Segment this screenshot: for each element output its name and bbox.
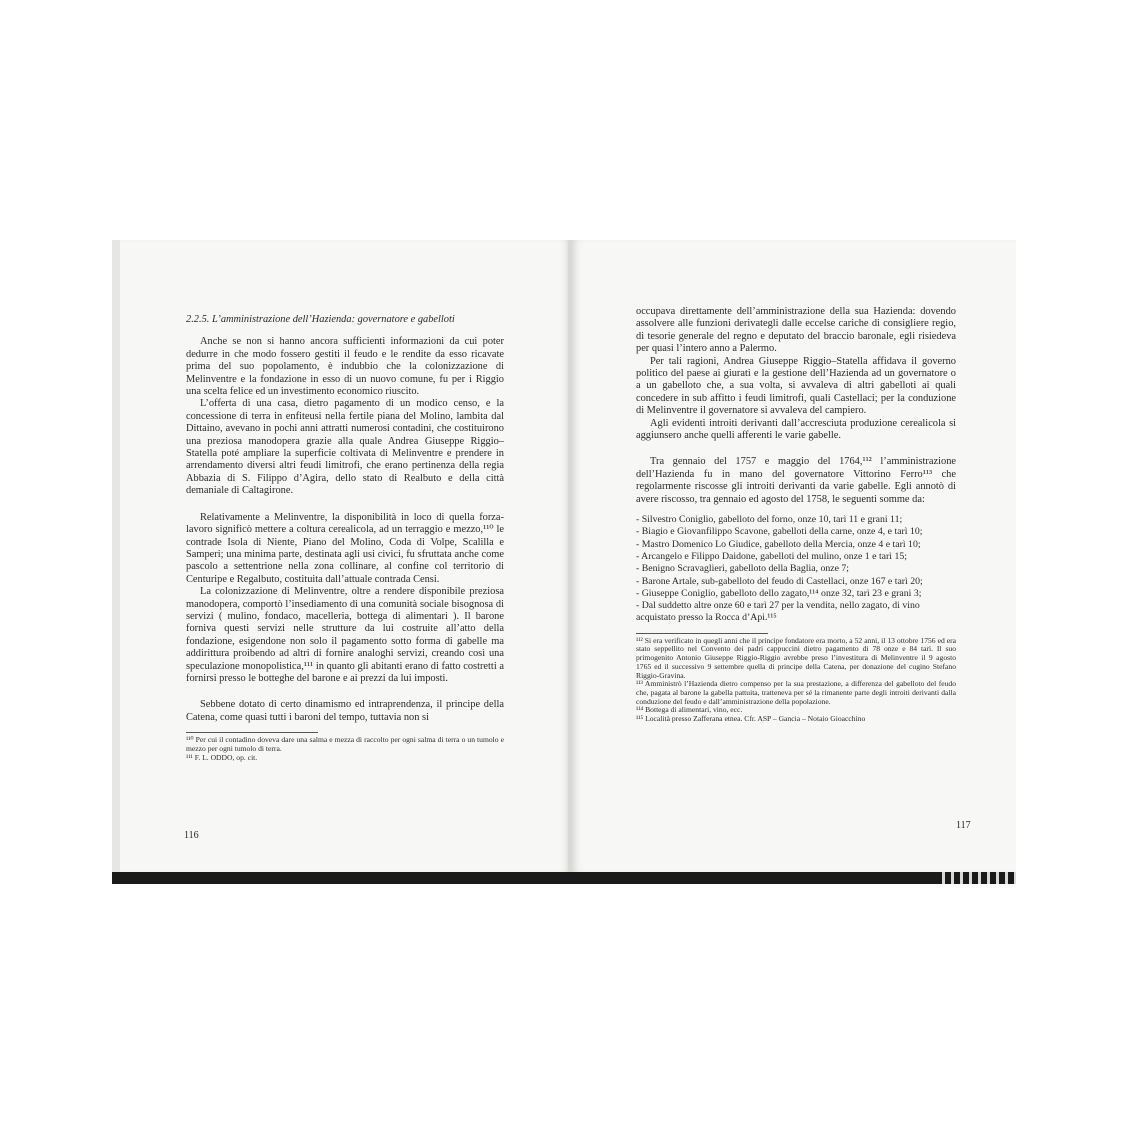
- paragraph: Sebbene dotato di certo dinamismo ed intraprendenza, il principe della Catena, come quasi tutti i baroni del tempo, tuttavia non si: [186, 699, 504, 723]
- page-edges-stripe: [936, 872, 1016, 884]
- paragraph: Tra gennaio del 1757 e maggio del 1764,¹¹² l’amministrazione dell’Hazienda fu in mano del governatore Vittorino Ferro¹¹³ che regolarmente riscosse gli introiti derivanti da varie gabelle. Egli annotò di avere riscosso, tra gennaio ed agosto del 1758, le seguenti somme da:: [636, 456, 956, 505]
- right-page-text: [636, 306, 956, 724]
- list-item: - Barone Artale, sub-gabelloto del feudo di Castellaci, onze 167 e tarì 20;: [636, 575, 923, 587]
- paragraph: Agli evidenti introiti derivanti dall’accresciuta produzione cerealicola si aggiunsero anche quelli afferenti le varie gabelle.: [636, 417, 956, 442]
- footnote: ¹¹⁴ Bottega di alimentari, vino, ecc.: [636, 705, 743, 715]
- paragraph: Relativamente a Melinventre, la disponibilità in loco di quella forza-lavoro significò mettere a coltura cerealicola, ad un terraggio e mezzo,¹¹⁰ le contrade Isola di Niente, Piano del Molino, Coda di Volpe, Scalilla e Samperi; una minima parte, destinata agli usi civici, fu sfruttata anche come pascolo a settentrione nella zona collinare, al confine col territorio di Centuripe e Regalbuto, costituita dall’attuale contrada Censi.: [186, 511, 504, 585]
- right-page: [572, 240, 1016, 872]
- book-spread: [112, 240, 1016, 884]
- footnote: ¹¹¹ F. L. ODDO, op. cit.: [186, 752, 258, 762]
- scan-bottom-edge: [112, 872, 1016, 884]
- paragraph: Per tali ragioni, Andrea Giuseppe Riggio–Statella affidava il governo politico del paese ai giurati e la gestione dell’Hazienda ad un governatore o a un gabelloto che, a sua volta, si avvaleva di altri gabelloti ai quali concedere in sub affitto i feudi limitrofi, quali Castellaci; per la conduzione di Melinventre il governatore si avvaleva del campiero.: [636, 355, 956, 417]
- footnote: ¹¹⁰ Per cui il contadino doveva dare una salma e mezza di raccolto per ogni salma di terra o un tumolo e mezzo per ogni tumolo di terra.: [186, 735, 504, 753]
- paragraph: La colonizzazione di Melinventre, oltre a rendere disponibile preziosa manodopera, comportò l’insediamento di una comunità sociale bisognosa di servizi ( mulino, fondaco, macelleria, bottega di alimentari ). Il barone forniva questi servizi nelle strutture da lui costruite all’atto della fondazione, esigendone non solo il pagamento sotto forma di gabelle ma addirittura proibendo ad altri di fornire analoghi servizi, creando così una speculazione monopolistica,¹¹¹ in quanto gli abitanti erano di fatto costretti a fornirsi presso le botteghe del barone e ai prezzi da lui imposti.: [186, 586, 504, 684]
- list-item: - Mastro Domenico Lo Giudice, gabelloto della Mercia, onze 4 e tarì 10;: [636, 538, 921, 550]
- footnote-separator: [186, 732, 318, 733]
- page-edge: [112, 240, 120, 872]
- left-page: [112, 240, 570, 872]
- list-item: - Benigno Scravaglieri, gabelloto della Baglia, onze 7;: [636, 563, 850, 575]
- footnote: ¹¹³ Amministrò l’Hazienda dietro compenso per la sua prestazione, a differenza del gabelloto del feudo che, pagata al barone la gabella pattuita, tratteneva per sé la rimanente parte degli introiti derivanti dalla conduzione del feudo e dall’amministrazione della popolazione.: [636, 679, 956, 706]
- footnote-separator: [636, 633, 768, 634]
- section-heading: 2.2.5. L’amministrazione dell’Hazienda: governatore e gabelloti: [186, 314, 455, 325]
- list-item: - Giuseppe Coniglio, gabelloto dello zagato,¹¹⁴ onze 32, tarì 23 e grani 3;: [636, 587, 922, 599]
- list-item: - Biagio e Giovanfilippo Scavone, gabelloti della carne, onze 4, e tarì 10;: [636, 526, 923, 538]
- paragraph: occupava direttamente dell’amministrazione della sua Hazienda: dovendo assolvere alle funzioni derivategli dalle eccelse cariche di consigliere regio, di tesorie generale del regno e deputato del braccio baronale, egli risiedeva per quasi l’intero anno a Palermo.: [636, 306, 956, 355]
- page-number: 116: [184, 830, 199, 841]
- list-item: - Arcangelo e Filippo Daidone, gabelloti del mulino, onze 1 e tarì 15;: [636, 550, 907, 562]
- footnote: ¹¹² Si era verificato in quegli anni che il principe fondatore era morto, a 52 anni, il 13 ottobre 1756 ed era stato seppellito nel Convento dei padri cappuccini dietro pagamento di 78 onze e 84 tarì. Il suo primogenito Antonio Giuseppe Riggio-Riggio avrebbe preso l’investitura di Melinventre il 9 agosto 1765 ed il successivo 9 settembre quella di principe della Catena, per donazione del cugino Stefano Riggio-Gravina.: [636, 635, 956, 680]
- list-item: - Dal suddetto altre onze 60 e tarì 27 per la vendita, nello zagato, di vino acquistato presso la Rocca d’Api.¹¹⁵: [636, 600, 920, 624]
- left-page-text: [186, 314, 504, 762]
- page-number: 117: [956, 820, 971, 831]
- footnote: ¹¹⁵ Località presso Zafferana etnea. Cfr. ASP – Gancia – Notaio Gioacchino: [636, 714, 866, 724]
- list-item: - Silvestro Coniglio, gabelloto del forno, onze 10, tarì 11 e grani 11;: [636, 514, 903, 526]
- paragraph: Anche se non si hanno ancora sufficienti informazioni da cui poter dedurre in che modo fossero gestiti il feudo e le rendite da esso ricavate prima del suo popolamento, è indubbio che la colonizzazione di Melinventre e la fondazione in esso di un nuovo comune, fu per i Riggio una scelta felice ed un investimento economico riuscito.: [186, 336, 504, 398]
- paragraph: L’offerta di una casa, dietro pagamento di un modico censo, e la concessione di terra in enfiteusi nella fertile piana del Molino, lambita dal Dittaino, avevano in pochi anni attratti numerosi contadini, che costituirono una preziosa manodopera grazie alla quale Andrea Giuseppe Riggio–Statella poté ampliare la superficie coltivata di Melinventre e prendere in arrendamento diversi altri feudi limitrofi, che erano pertinenza della regia Abbazia di S. Filippo d’Agira, dello stato di Realbuto e della città demaniale di Caltagirone.: [186, 398, 504, 497]
